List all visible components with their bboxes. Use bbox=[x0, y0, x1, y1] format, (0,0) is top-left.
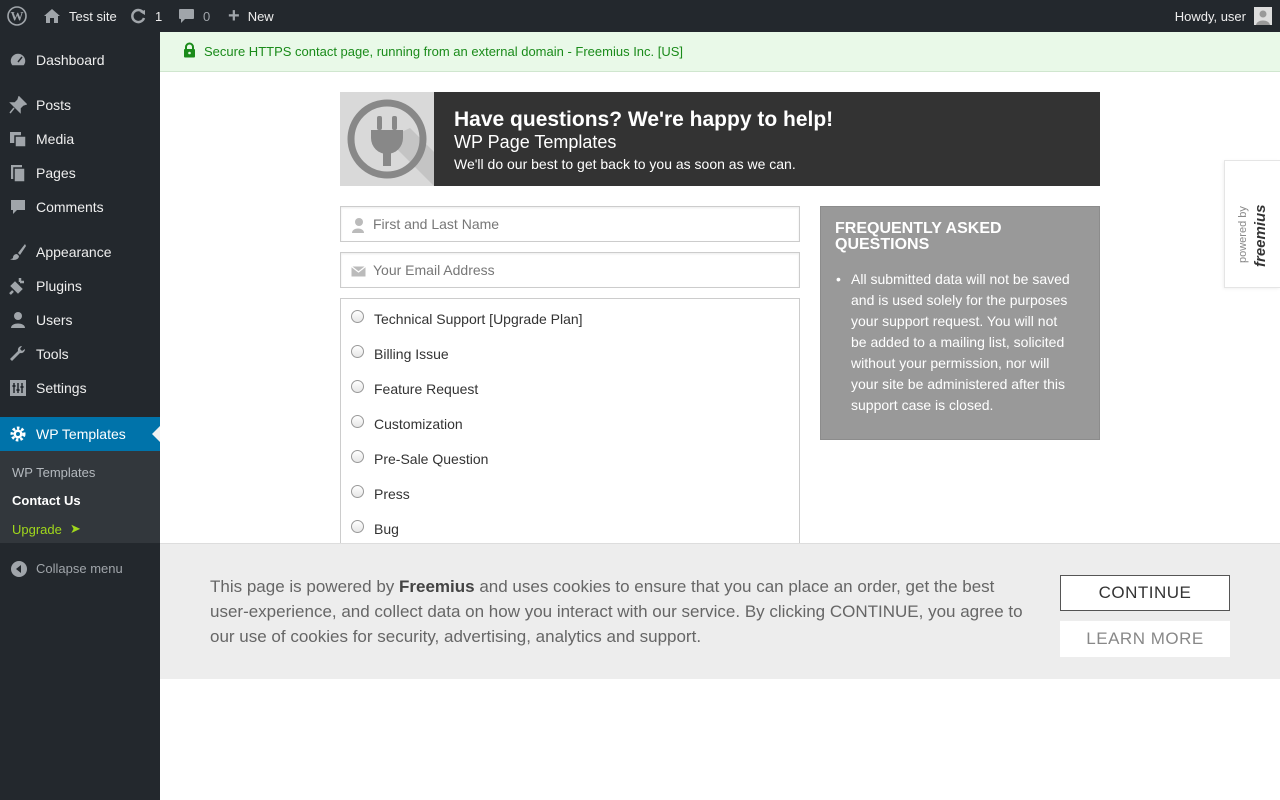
radio-button[interactable] bbox=[351, 345, 364, 358]
plus-icon: + bbox=[228, 4, 240, 27]
header-subtitle: WP Page Templates bbox=[454, 132, 617, 152]
secure-notice bbox=[160, 32, 1280, 72]
header-title: Have questions? We're happy to help! bbox=[454, 108, 834, 131]
faq-title: FREQUENTLY ASKED QUESTIONS bbox=[835, 220, 1002, 253]
plugin-logo bbox=[340, 92, 434, 186]
new-content-link[interactable] bbox=[228, 0, 274, 32]
comment-icon bbox=[9, 198, 27, 216]
topic-option[interactable] bbox=[351, 521, 399, 537]
email-input[interactable] bbox=[373, 253, 793, 287]
topic-option[interactable] bbox=[351, 311, 583, 327]
radio-button[interactable] bbox=[351, 380, 364, 393]
topic-label: Customization bbox=[374, 416, 463, 432]
menu-label: Tools bbox=[36, 346, 69, 362]
topic-option[interactable] bbox=[351, 416, 463, 432]
brush-icon bbox=[9, 243, 27, 261]
wrench-icon bbox=[9, 345, 27, 363]
menu-label: Plugins bbox=[36, 278, 82, 294]
faq-text: All submitted data will not be saved and is used solely for the purposes your support request. You will not be added to a mailing list, solicited without your permission, nor will your site be administered after this support case is closed. bbox=[851, 271, 1070, 413]
greeting: Howdy, user bbox=[1174, 8, 1246, 24]
svg-text:W: W bbox=[10, 8, 24, 24]
settings-icon bbox=[9, 379, 27, 397]
menu-item-wp-templates[interactable] bbox=[0, 417, 160, 451]
contact-page bbox=[160, 72, 1280, 800]
radio-button[interactable] bbox=[351, 485, 364, 498]
bullet-icon: • bbox=[836, 271, 841, 287]
collapse-label: Collapse menu bbox=[36, 561, 123, 576]
menu-item-dashboard[interactable] bbox=[0, 43, 160, 77]
cookie-banner bbox=[160, 543, 1280, 679]
menu-label: Pages bbox=[36, 165, 76, 181]
menu-item-pages[interactable] bbox=[0, 156, 160, 190]
topic-label: Bug bbox=[374, 521, 399, 537]
header-description: We'll do our best to get back to you as soon as we can. bbox=[454, 156, 796, 172]
topic-label: Technical Support [Upgrade Plan] bbox=[374, 311, 583, 327]
avatar bbox=[1254, 7, 1272, 25]
learn-more-button[interactable]: LEARN MORE bbox=[1060, 621, 1230, 657]
submenu-item-contact-us[interactable]: Contact Us bbox=[12, 493, 81, 508]
admin-bar bbox=[0, 0, 1280, 32]
admin-sidebar bbox=[0, 32, 160, 800]
submenu-item-wp-templates[interactable]: WP Templates bbox=[12, 465, 96, 480]
updates-icon bbox=[129, 7, 147, 25]
my-account-link[interactable] bbox=[1175, 0, 1272, 32]
menu-item-comments[interactable] bbox=[0, 190, 160, 224]
plugin-icon bbox=[9, 277, 27, 295]
menu-item-plugins[interactable] bbox=[0, 269, 160, 303]
radio-button[interactable] bbox=[351, 415, 364, 428]
topic-label: Pre-Sale Question bbox=[374, 451, 489, 467]
menu-label: Users bbox=[36, 312, 73, 328]
topic-list bbox=[340, 298, 800, 558]
name-input[interactable] bbox=[373, 207, 793, 241]
upgrade-label: Upgrade bbox=[12, 521, 62, 537]
powered-by-label: powered by bbox=[1237, 206, 1249, 263]
menu-item-settings[interactable] bbox=[0, 371, 160, 405]
menu-item-tools[interactable] bbox=[0, 337, 160, 371]
wordpress-logo-icon[interactable] bbox=[7, 0, 27, 32]
contact-header bbox=[340, 92, 1100, 186]
topic-label: Press bbox=[374, 486, 410, 502]
user-icon bbox=[9, 311, 27, 329]
topic-option[interactable] bbox=[351, 486, 410, 502]
dashboard-icon bbox=[9, 51, 27, 69]
topic-option[interactable] bbox=[351, 451, 488, 467]
continue-button[interactable]: CONTINUE bbox=[1060, 575, 1230, 611]
updates-count: 1 bbox=[155, 8, 163, 24]
radio-button[interactable] bbox=[351, 450, 364, 463]
menu-label: Settings bbox=[36, 380, 87, 396]
person-icon bbox=[351, 217, 365, 236]
cookie-text-prefix: This page is powered by bbox=[210, 577, 399, 596]
comments-count: 0 bbox=[203, 8, 211, 24]
menu-item-appearance[interactable] bbox=[0, 235, 160, 269]
wp-templates-submenu bbox=[0, 451, 160, 543]
new-label: New bbox=[247, 8, 274, 24]
collapse-icon bbox=[10, 560, 28, 581]
comments-link[interactable] bbox=[178, 0, 210, 32]
cookie-text-suffix: and uses cookies to ensure that you can place an order, get the best user-experience, and collect data on how you interact with our service. By clicking CONTINUE, you agree to our use of cookies for security, advertising, analytics and support. bbox=[210, 577, 1023, 646]
faq-box bbox=[820, 206, 1100, 440]
home-icon bbox=[43, 8, 61, 24]
pin-icon bbox=[9, 96, 27, 114]
radio-button[interactable] bbox=[351, 310, 364, 323]
secure-notice-text: Secure HTTPS contact page, running from an external domain - Freemius Inc. [US] bbox=[204, 44, 684, 59]
menu-label: Media bbox=[36, 131, 75, 147]
updates-link[interactable] bbox=[129, 0, 162, 32]
menu-item-users[interactable] bbox=[0, 303, 160, 337]
menu-label: WP Templates bbox=[36, 426, 126, 442]
cookie-brand: Freemius bbox=[399, 577, 475, 596]
gear-icon bbox=[9, 425, 27, 443]
collapse-menu-button[interactable] bbox=[0, 558, 160, 582]
submenu-item-upgrade[interactable] bbox=[12, 521, 81, 537]
menu-label: Dashboard bbox=[36, 52, 105, 68]
envelope-icon bbox=[351, 265, 366, 280]
menu-label: Comments bbox=[36, 199, 104, 215]
topic-label: Feature Request bbox=[374, 381, 479, 397]
radio-button[interactable] bbox=[351, 520, 364, 533]
lock-icon bbox=[183, 42, 196, 61]
menu-label: Appearance bbox=[36, 244, 112, 260]
freemius-brand: freemius bbox=[1252, 204, 1269, 267]
cookie-text bbox=[210, 574, 1030, 649]
comment-icon bbox=[178, 8, 195, 24]
topic-label: Billing Issue bbox=[374, 346, 449, 362]
topic-option[interactable] bbox=[351, 381, 478, 397]
site-name: Test site bbox=[69, 8, 117, 24]
pages-icon bbox=[9, 164, 27, 182]
email-field bbox=[340, 252, 800, 288]
menu-item-media[interactable] bbox=[0, 122, 160, 156]
media-icon bbox=[9, 130, 27, 148]
name-field bbox=[340, 206, 800, 242]
powered-by-freemius[interactable] bbox=[1224, 160, 1280, 288]
arrow-right-icon: ➤ bbox=[69, 521, 81, 536]
menu-item-posts[interactable] bbox=[0, 88, 160, 122]
site-name-link[interactable] bbox=[43, 0, 117, 32]
menu-label: Posts bbox=[36, 97, 72, 113]
topic-option[interactable] bbox=[351, 346, 449, 362]
